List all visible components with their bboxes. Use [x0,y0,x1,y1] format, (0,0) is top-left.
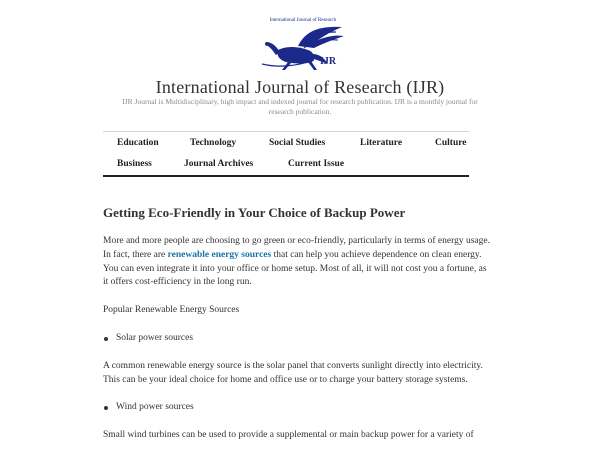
section-subheading: Popular Renewable Energy Sources [103,305,240,316]
list-item-text: Wind power sources [116,402,194,413]
site-title[interactable]: International Journal of Research (IJR) [155,77,445,97]
nav-item-technology[interactable]: Technology [190,138,237,148]
nav-item-education[interactable]: Education [117,138,159,148]
nav-item-culture[interactable]: Culture [435,138,467,148]
nav-item-journal-archives[interactable]: Journal Archives [184,159,254,169]
bullet-icon [104,337,108,341]
post-title[interactable]: Getting Eco-Friendly in Your Choice of Backup Power [103,205,406,220]
logo-letters: IJR [320,56,337,67]
intro-text-after: that can help you achieve dependence on clean energy. You can even integrate it into your office or home setup. Most of all, it will not cost you a fortune, as it offers cost-efficiency in the long run. [103,249,487,288]
post-content [103,235,493,450]
pegasus-logo-icon [258,24,348,72]
site-description: IJR Journal is Multidisciplinary, high impact and indexed journal for research publication. IJR is a monthly journal for research publication. [122,97,478,116]
bullet-icon [104,406,108,410]
main-navigation [103,131,469,177]
list-item-solar [103,332,493,346]
nav-item-literature[interactable]: Literature [360,138,403,148]
site-logo[interactable] [258,14,348,72]
intro-text-before: More and more people are choosing to go green or eco-friendly, particularly in terms of energy usage. In fact, there are [103,236,490,260]
list-item-wind [103,401,493,415]
renewable-energy-link[interactable]: renewable energy sources [167,249,272,260]
nav-item-social-studies[interactable]: Social Studies [269,138,326,148]
nav-item-business[interactable]: Business [117,159,152,169]
nav-item-current-issue[interactable]: Current Issue [288,159,345,169]
solar-paragraph: A common renewable energy source is the solar panel that converts sunlight directly into electricity. This can be your ideal choice for home and office use or to charge your battery storage systems. [103,360,483,385]
list-item-text: Solar power sources [116,332,194,343]
logo-journal-name: International Journal of Research [269,18,337,23]
wind-paragraph: Small wind turbines can be used to provide a supplemental or main backup power for a variety of [103,430,474,441]
intro-paragraph [103,235,493,290]
